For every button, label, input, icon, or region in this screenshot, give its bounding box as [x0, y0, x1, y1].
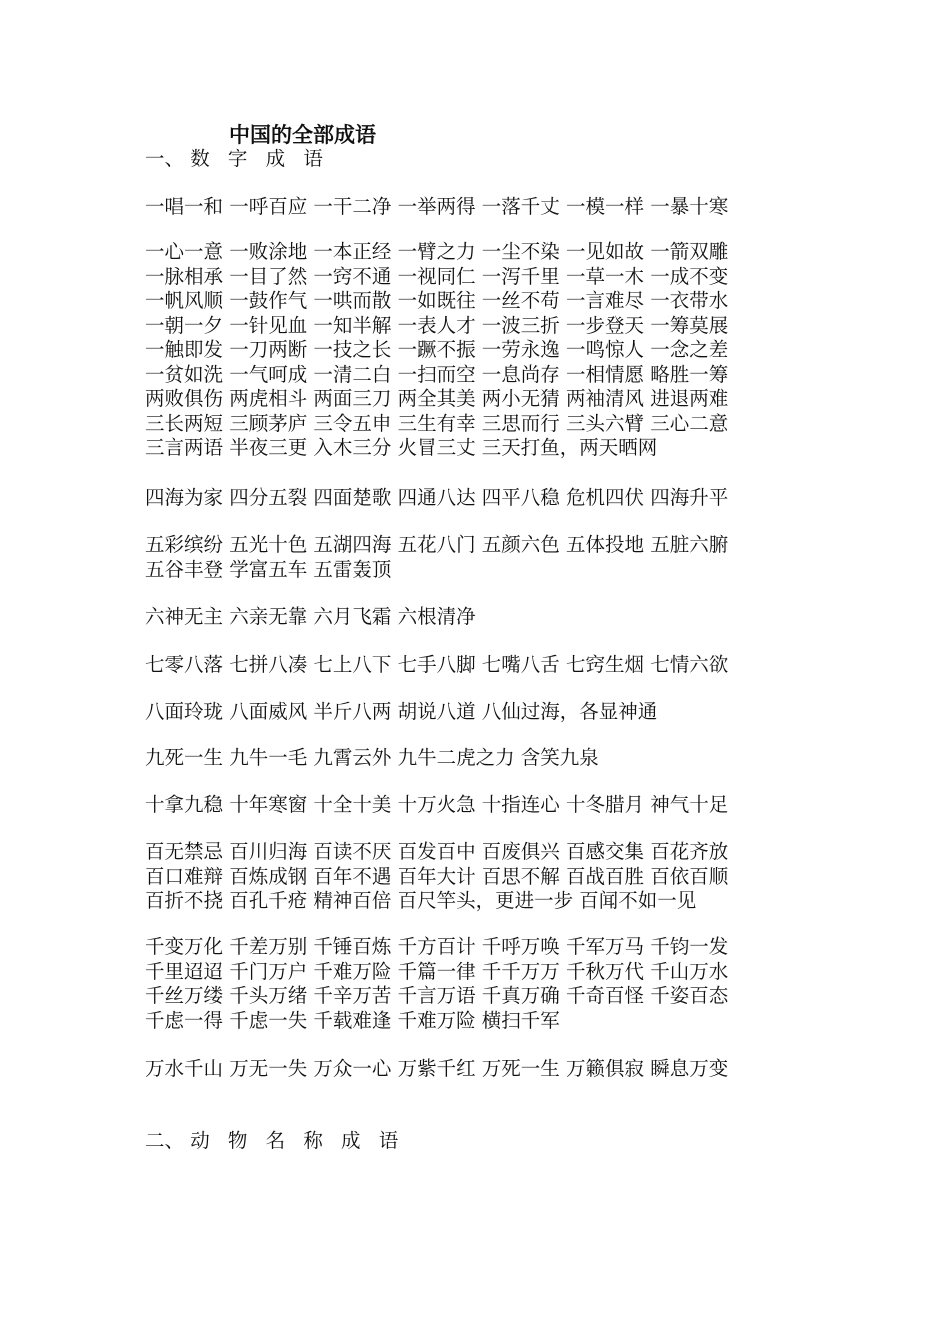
idiom-line: 三长两短 三顾茅庐 三令五申 三生有幸 三思而行 三头六臂 三心二意: [145, 411, 729, 435]
section-label: 动 物 名 称 成 语: [190, 1129, 405, 1152]
idiom-line: 五谷丰登 学富五车 五雷轰顶: [145, 557, 392, 581]
idiom-line: 四海为家 四分五裂 四面楚歌 四通八达 四平八稳 危机四伏 四海升平: [145, 486, 729, 509]
idiom-line: 十拿九稳 十年寒窗 十全十美 十万火急 十指连心 十冬腊月 神气十足: [145, 793, 729, 816]
idiom-line: 两败俱伤 两虎相斗 两面三刀 两全其美 两小无猜 两袖清风 进退两难: [145, 387, 729, 410]
idiom-line: 九死一生 九牛一毛 九霄云外 九牛二虎之力 含笑九泉: [145, 746, 599, 769]
idiom-line: 五彩缤纷 五光十色 五湖四海 五花八门 五颜六色 五体投地 五脏六腑: [145, 533, 729, 556]
idiom-line: 三言两语 半夜三更 入木三分 火冒三丈 三天打鱼，两天晒网: [145, 436, 658, 459]
idiom-line: 一贫如洗 一气呵成 一清二白 一扫而空 一息尚存 一相情愿 略胜一筹: [145, 362, 729, 386]
idiom-group-jiu: [145, 746, 825, 771]
idiom-group-ba: [145, 700, 825, 725]
idiom-group-bai: [145, 840, 825, 914]
idiom-line: 六神无主 六亲无靠 六月飞霜 六根清净: [145, 605, 476, 628]
idiom-line: 八面玲珑 八面威风 半斤八两 胡说八道 八仙过海，各显神通: [145, 700, 658, 723]
idiom-group-yi-2: [145, 240, 825, 461]
idiom-line: 万水千山 万无一失 万众一心 万紫千红 万死一生 万籁俱寂 瞬息万变: [145, 1057, 729, 1080]
idiom-group-liu: [145, 605, 825, 630]
idiom-group-yi-1: [145, 195, 825, 220]
section-heading-numbers: [145, 147, 329, 172]
document-title: 中国的全部成语: [229, 122, 376, 147]
section-heading-animals: [145, 1129, 404, 1154]
idiom-line: 一帆风顺 一鼓作气 一哄而散 一如既往 一丝不苟 一言难尽 一衣带水: [145, 289, 729, 312]
idiom-line: 百口难辩 百炼成钢 百年不遇 百年大计 百思不解 百战百胜 百依百顺: [145, 864, 729, 888]
idiom-line: 一朝一夕 一针见血 一知半解 一表人才 一波三折 一步登天 一筹莫展: [145, 313, 729, 337]
idiom-group-wu: [145, 533, 825, 582]
idiom-line: 千变万化 千差万别 千锤百炼 千方百计 千呼万唤 千军万马 千钧一发: [145, 935, 729, 958]
idiom-line: 千虑一得 千虑一失 千载难逢 千难万险 横扫千军: [145, 1008, 560, 1032]
idiom-line: 七零八落 七拼八凑 七上八下 七手八脚 七嘴八舌 七窍生烟 七情六欲: [145, 653, 729, 676]
idiom-line: 百无禁忌 百川归海 百读不厌 百发百中 百废俱兴 百感交集 百花齐放: [145, 840, 729, 863]
idiom-line: 一脉相承 一目了然 一窍不通 一视同仁 一泻千里 一草一木 一成不变: [145, 264, 729, 288]
idiom-line: 一触即发 一刀两断 一技之长 一蹶不振 一劳永逸 一鸣惊人 一念之差: [145, 338, 729, 361]
idiom-group-wan: [145, 1057, 825, 1082]
section-number: 二、: [145, 1129, 185, 1152]
idiom-line: 一唱一和 一呼百应 一干二净 一举两得 一落千丈 一模一样 一暴十寒: [145, 195, 729, 218]
idiom-line: 一心一意 一败涂地 一本正经 一臂之力 一尘不染 一见如故 一箭双雕: [145, 240, 729, 263]
idiom-group-si: [145, 486, 825, 511]
idiom-line: 千丝万缕 千头万绪 千辛万苦 千言万语 千真万确 千奇百怪 千姿百态: [145, 984, 729, 1007]
idiom-line: 千里迢迢 千门万户 千难万险 千篇一律 千千万万 千秋万代 千山万水: [145, 959, 729, 983]
idiom-group-qian: [145, 935, 825, 1033]
section-number: 一、: [145, 147, 185, 170]
idiom-group-qi: [145, 653, 825, 678]
section-label: 数 字 成 语: [190, 147, 329, 170]
idiom-group-shi: [145, 793, 825, 818]
idiom-line: 百折不挠 百孔千疮 精神百倍 百尺竿头，更进一步 百闻不如一见: [145, 889, 697, 912]
